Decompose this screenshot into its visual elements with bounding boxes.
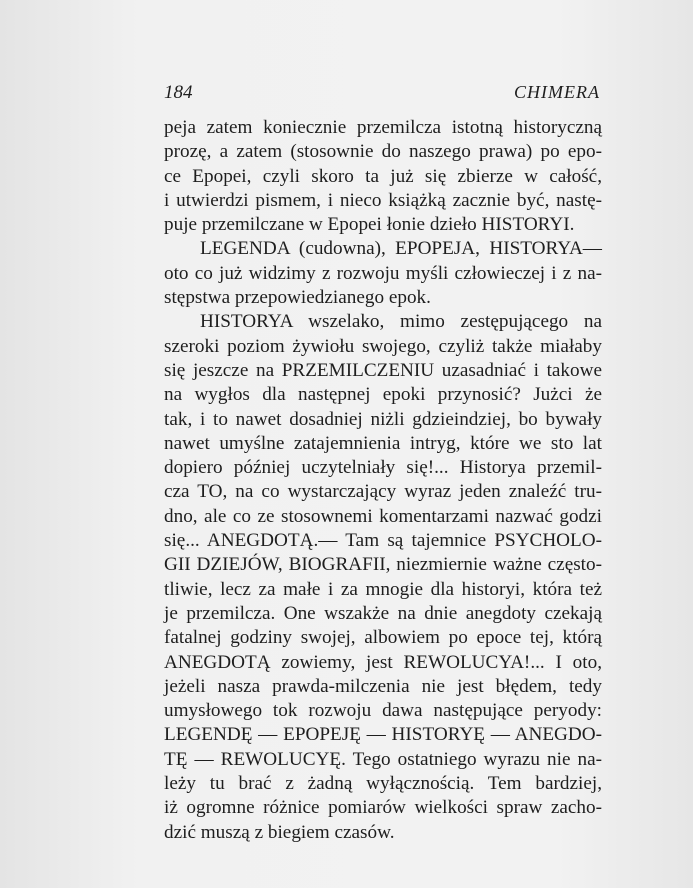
- text-line: je przemilcza. One wszakże na dnie anegdoty czekają: [164, 602, 602, 624]
- text-line: puje przemilczane w Epopei łonie dzieło HISTORYI.: [164, 214, 575, 236]
- text-line: dopiero później uczytelniały się!... Historya przemil-: [164, 457, 602, 479]
- text-line: leży tu brać z żadną wyłącznością. Tem bardziej,: [164, 773, 602, 795]
- text-line: szeroki poziom żywiołu swojego, czyliż także miałaby: [164, 335, 602, 357]
- text-line: ANEGDOTĄ zowiemy, jest REWOLUCYA!... I oto,: [164, 651, 602, 673]
- text-line: oto co już widzimy z rozwoju myśli człowieczej i z na-: [164, 262, 602, 284]
- text-line: dno, ale co ze stosownemi komentarzami nazwać godzi: [164, 505, 602, 527]
- text-line: iż ogromne różnice pomiarów wielkości spraw zacho-: [164, 797, 602, 819]
- text-line: LEGENDĘ — EPOPEJĘ — HISTORYĘ — ANEGDO-: [164, 724, 602, 746]
- text-line: fatalnej godziny swojej, albowiem po epoce tej, którą: [164, 627, 602, 649]
- page-number: 184: [164, 82, 193, 103]
- text-line: się... ANEGDOTĄ.— Tam są tajemnice PSYCHOLO-: [164, 530, 602, 552]
- text-line: cza TO, na co wystarczający wyraz jeden znaleźć tru-: [164, 481, 602, 503]
- text-line: się jeszcze na PRZEMILCZENIU uzasadniać i takowe: [164, 359, 602, 381]
- text-line: LEGENDA (cudowna), EPOPEJA, HISTORYA—: [200, 238, 602, 260]
- body-text: [164, 116, 602, 845]
- text-line: GII DZIEJÓW, BIOGRAFII, niezmiernie ważne często-: [164, 554, 602, 576]
- text-line: jeżeli nasza prawda-milczenia nie jest błędem, tedy: [164, 675, 602, 697]
- text-line: HISTORYA wszelako, mimo zestępującego na: [200, 311, 602, 333]
- text-line: na wygłos dla następnej epoki przynosić? Jużci że: [164, 384, 602, 406]
- text-line: umysłowego tok rozwoju dawa następujące peryody:: [164, 700, 602, 722]
- text-line: peja zatem koniecznie przemilcza istotną historyczną: [164, 117, 602, 138]
- text-line: prozę, a zatem (stosownie do naszego prawa) po epo-: [164, 141, 602, 163]
- text-line: tliwie, lecz za małe i za mnogie dla historyi, która też: [164, 578, 602, 600]
- text-line: TĘ — REWOLUCYĘ. Tego ostatniego wyrazu nie na-: [164, 748, 602, 770]
- text-line: nawet umyślne zatajemnienia intryg, które we sto lat: [164, 432, 602, 454]
- page-header: [164, 82, 600, 106]
- text-line: i utwierdzi pismem, i nieco książką zacznie być, nastę-: [164, 189, 602, 211]
- running-title: CHIMERA: [514, 82, 600, 102]
- text-line: stępstwa przepowiedzianego epok.: [164, 287, 431, 309]
- text-line: tak, i to nawet dosadniej niżli gdzieindziej, bo bywały: [164, 408, 602, 430]
- text-line: ce Epopei, czyli skoro ta już się zbierze w całość,: [164, 165, 602, 187]
- text-line: dzić muszą z biegiem czasów.: [164, 821, 395, 843]
